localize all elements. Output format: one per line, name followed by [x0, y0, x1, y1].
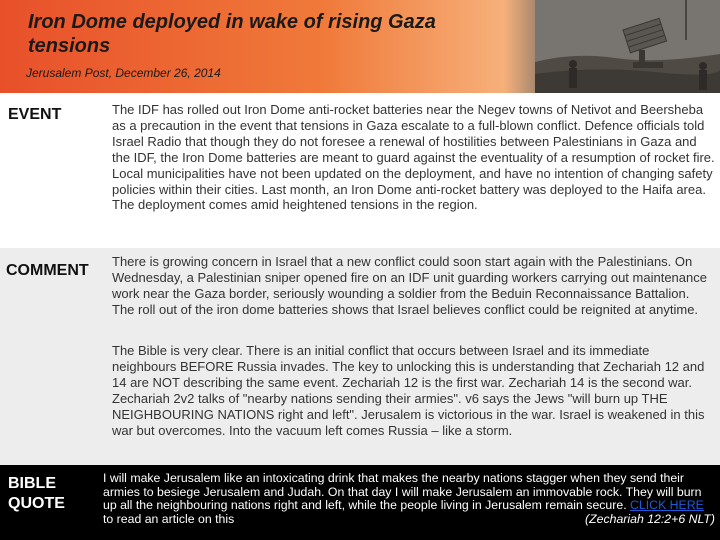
bible-quote-label: [8, 474, 65, 514]
comment-label: COMMENT: [6, 262, 89, 279]
event-text: The IDF has rolled out Iron Dome anti-rocket batteries near the Negev towns of Netivot and Beersheba as a precaution in the event that tensions in Gaza escalate to a full-blown conflict. Defence officials told Israel Radio that though they do not foresee a renewal of hostilities between Palestinians in Gaza and the IDF, the Iron Dome batteries are meant to guard against the eventuality of a resumption of rocket fire. Local municipalities have not been updated on the deployment, and have no intention of changing safety policies within their cities. Last month, an Iron Dome anti-rocket battery was deployed to the Haifa area. The deployment comes amid heightened tensions in the region.: [112, 102, 715, 213]
comment-text: There is growing concern in Israel that a new conflict could soon start again with the Palestinians. On Wednesday, a Palestinian sniper opened fire on an IDF unit guarding workers carrying out maintenance work near the Gaza border, seriously wounding a soldier from the Beduin Reconnaissance Battalion. The roll out of the iron dome batteries shows that Israel believes conflict could be reignited at anytime.: [112, 254, 707, 317]
click-here-link[interactable]: CLICK HERE: [630, 498, 704, 513]
bible-quote-label-line1: BIBLE: [8, 475, 56, 492]
bible-quote-body: I will make Jerusalem like an intoxicating drink that makes the nearby nations stagger when they send their armies to besiege Jerusalem and Judah. On that day I will make Jerusalem an immovable rock. They will burn up all the neighbouring nations right and left, while the people living in Jerusalem remain secure.: [103, 471, 702, 513]
link-suffix: to read an article on this: [103, 511, 235, 526]
article-title: Iron Dome deployed in wake of rising Gaza tensions: [28, 11, 436, 57]
scripture-reference: (Zechariah 12:2+6 NLT): [585, 511, 715, 526]
bible-quote-label-line2: QUOTE: [8, 495, 65, 512]
comment-bible-text: The Bible is very clear. There is an initial conflict that occurs between Israel and its immediate neighbours BEFORE Russia invades. The key to unlocking this is understanding that Zechariah 12 and 14 are NOT describing the same event. Zechariah 12 is the first war. Zechariah 14 is the second war. Zechariah 2v2 talks of "nearby nations sending their armies". v6 says the Jews "will burn up THE NEIGHBOURING NATIONS right and left". Jerusalem is victorious in the war. Israel is weakened in this war but overcomes. Into the vacuum left comes Russia – like a storm.: [112, 343, 705, 438]
iron-dome-photo: [535, 0, 720, 93]
article-source: Jerusalem Post, December 26, 2014: [26, 66, 221, 80]
event-label: EVENT: [8, 106, 62, 123]
bible-quote-text: [103, 472, 715, 526]
